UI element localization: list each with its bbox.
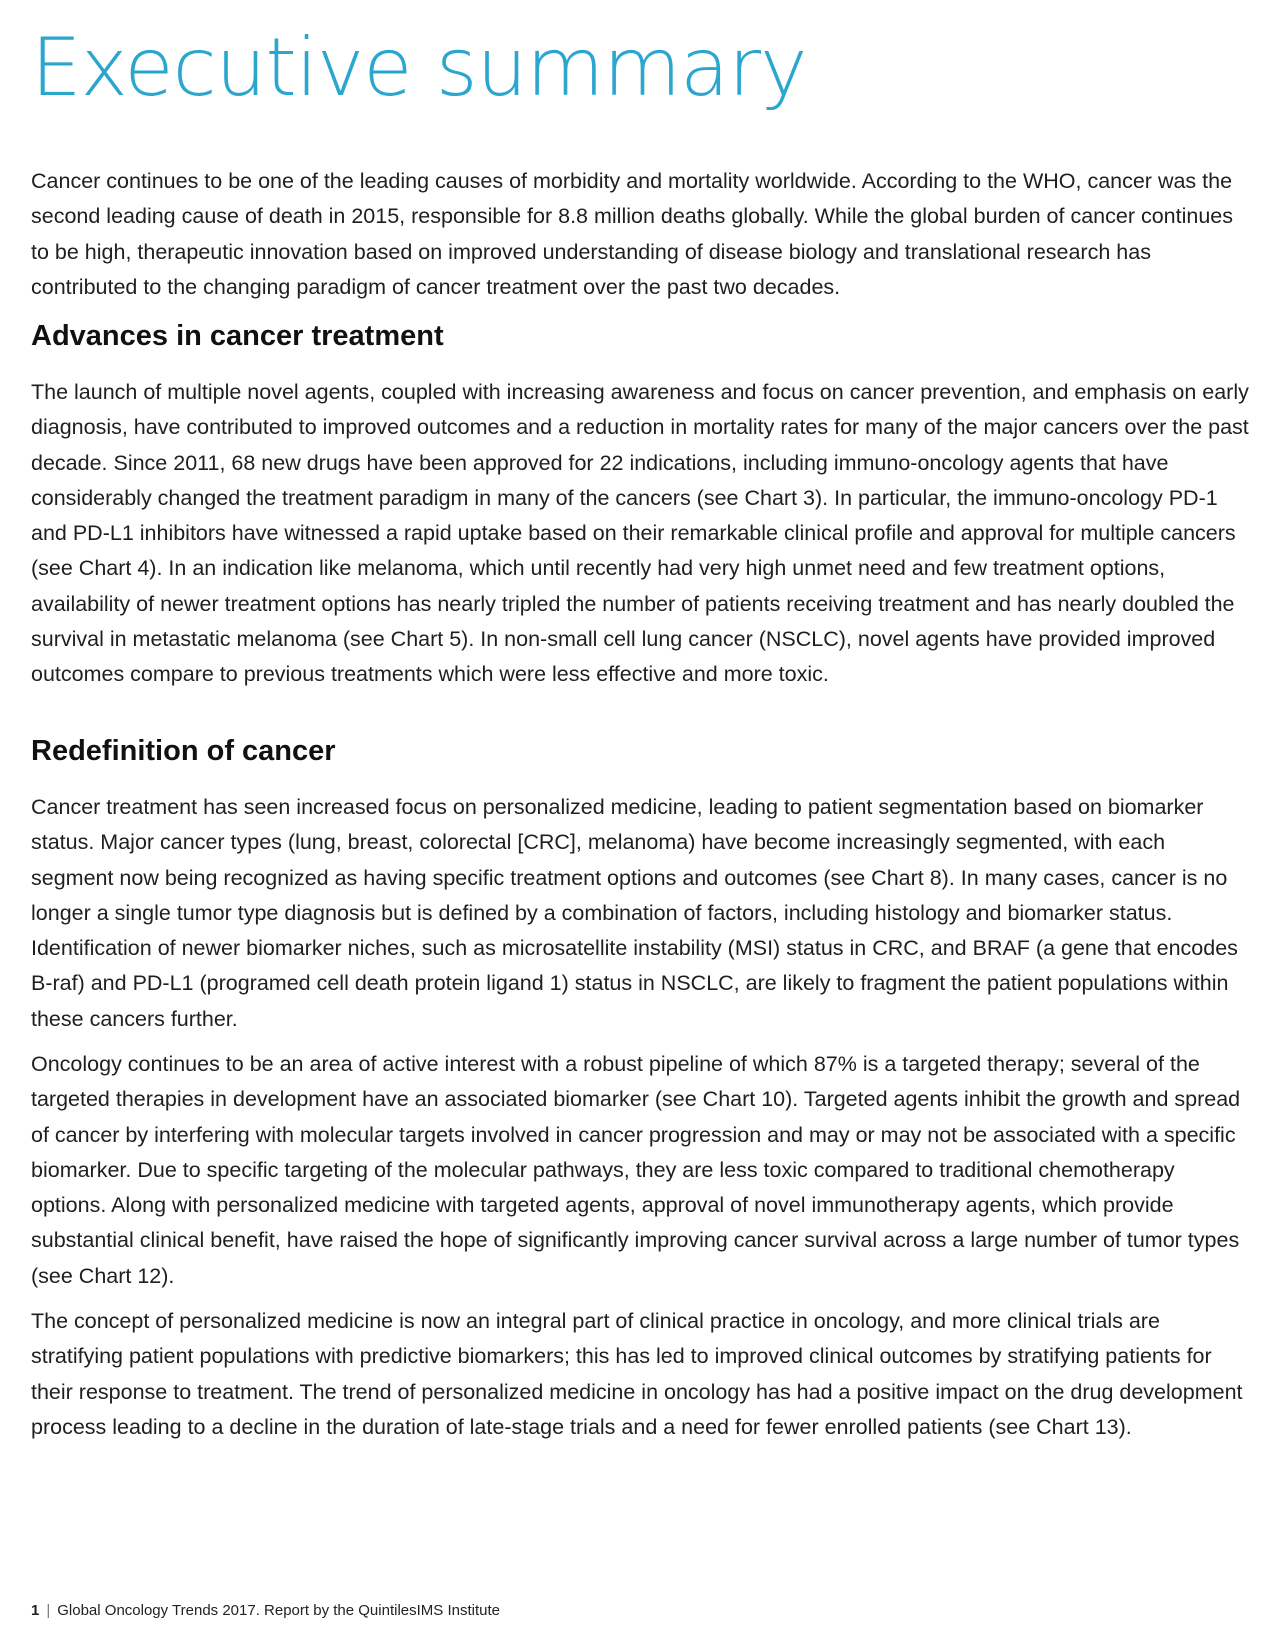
redefinition-paragraph-1: Cancer treatment has seen increased focus on personalized medicine, leading to patient segmentation based on biomarker status. Major cancer types (lung, breast, colorectal [CRC], melanoma) have become increasingly segmented, with each segment now being recognized as having specific treatment options and outcomes (see Chart 8). In many cases, cancer is no longer a single tumor type diagnosis but is defined by a combination of factors, including histology and biomarker status. Identification of newer biomarker niches, such as microsatellite instability (MSI) status in CRC, and BRAF (a gene that encodes B-raf) and PD-L1 (programed cell death protein ligand 1) status in NSCLC, are likely to fragment the patient populations within these cancers further. (31, 795, 1238, 1031)
redefinition-paragraph-3: The concept of personalized medicine is now an integral part of clinical practice in oncology, and more clinical trials are stratifying patient populations with predictive biomarkers; this has led to improved clinical outcomes by stratifying patients for their response to treatment. The trend of personalized medicine in oncology has had a positive impact on the drug development process leading to a decline in the duration of late-stage trials and a need for fewer enrolled patients (see Chart 13). (31, 1309, 1243, 1439)
page-footer (31, 1601, 500, 1621)
advances-paragraph: The launch of multiple novel agents, coupled with increasing awareness and focus on cancer prevention, and emphasis on early diagnosis, have contributed to improved outcomes and a reduction in mortality rates for many of the major cancers over the past decade. Since 2011, 68 new drugs have been approved for 22 indications, including immuno-oncology agents that have considerably changed the treatment paradigm in many of the cancers (see Chart 3). In particular, the immuno-oncology PD-1 and PD-L1 inhibitors have witnessed a rapid uptake based on their remarkable clinical profile and approval for multiple cancers (see Chart 4). In an indication like melanoma, which until recently had very high unmet need and few treatment options, availability of newer treatment options has nearly tripled the number of patients receiving treatment and has nearly doubled the survival in metastatic melanoma (see Chart 5). In non-small cell lung cancer (NSCLC), novel agents have provided improved outcomes compare to previous treatments which were less effective and more toxic. (31, 380, 1249, 687)
section-heading-advances: Advances in cancer treatment (31, 320, 444, 352)
section-heading-redefinition: Redefinition of cancer (31, 735, 336, 767)
page-number: 1 (31, 1602, 40, 1619)
page-title: Executive summary (31, 21, 807, 114)
footer-report-citation: Global Oncology Trends 2017. Report by the QuintilesIMS Institute (57, 1602, 500, 1619)
redefinition-paragraph-2: Oncology continues to be an area of active interest with a robust pipeline of which 87% is a targeted therapy; several of the targeted therapies in development have an associated biomarker (see Chart 10). Targeted agents inhibit the growth and spread of cancer by interfering with molecular targets involved in cancer progression and may or may not be associated with a specific biomarker. Due to specific targeting of the molecular pathways, they are less toxic compared to traditional chemotherapy options. Along with personalized medicine with targeted agents, approval of novel immunotherapy agents, which provide substantial clinical benefit, have raised the hope of significantly improving cancer survival across a large number of tumor types (see Chart 12). (31, 1052, 1241, 1288)
footer-divider: | (46, 1602, 51, 1619)
report-page (31, 0, 1253, 1627)
intro-paragraph: Cancer continues to be one of the leading causes of morbidity and mortality worldwide. According to the WHO, cancer was the second leading cause of death in 2015, responsible for 8.8 million deaths globally. While the global burden of cancer continues to be high, therapeutic innovation based on improved understanding of disease biology and translational research has contributed to the changing paradigm of cancer treatment over the past two decades. (31, 169, 1233, 299)
